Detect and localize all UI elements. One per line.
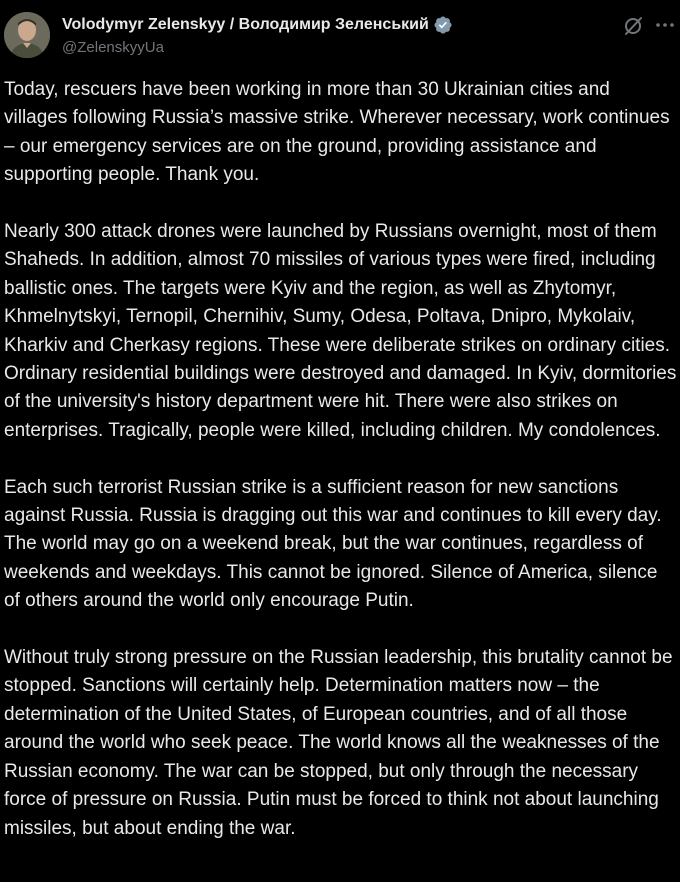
tweet-paragraph: Nearly 300 attack drones were launched by Russians overnight, most of them Shaheds. In addition, almost 70 missiles of various types were fired, including ballistic ones. The targets were Kyiv and the region, as well as Zhytomyr, Khmelnytskyi, Ternopil, Chernihiv, Sumy, Odesa, Poltava, Dnipro, Mykolaiv, Kharkiv and Cherkasy regions. These were deliberate strikes on ordinary cities. Ordinary residential buildings were destroyed and damaged. In Kyiv, dormitories of the university's history department were hit. There were also strikes on enterprises. Tragically, people were killed, including children. My condolences. — [4, 221, 677, 441]
author-handle[interactable]: @ZelenskyyUa — [62, 39, 164, 56]
tweet-header — [0, 0, 680, 70]
author-display-name[interactable]: Volodymyr Zelenskyy / Володимир Зеленський — [62, 16, 429, 33]
more-icon[interactable] — [654, 17, 676, 33]
tweet-paragraph: Each such terrorist Russian strike is a sufficient reason for new sanctions against Russia. Russia is dragging out this war and continues to kill every day. The world may go on a weekend break, but the war continues, regardless of weekends and weekdays. This cannot be ignored. Silence of America, silence of others around the world only encourage Putin. — [4, 476, 662, 612]
avatar[interactable] — [4, 12, 50, 58]
grok-icon[interactable] — [622, 15, 644, 37]
tweet-text — [4, 76, 678, 871]
tweet-paragraph: Without truly strong pressure on the Russian leadership, this brutality cannot be stopped. Sanctions will certainly help. Determination matters now – the determination of the United States, of European countries, and of all those around the world who seek peace. The world knows all the weaknesses of the Russian economy. The war can be stopped, but only through the necessary force of pressure on Russia. Putin must be forced to think not about launching missiles, but about ending the war. — [4, 647, 673, 839]
tweet-paragraph: Today, rescuers have been working in more than 30 Ukrainian cities and villages following Russia’s massive strike. Wherever necessary, work continues – our emergency services are on the ground, providing assistance and supporting people. Thank you. — [4, 79, 670, 186]
verified-badge-icon[interactable] — [433, 15, 453, 35]
author-block — [62, 14, 542, 59]
display-name-row — [62, 14, 542, 36]
